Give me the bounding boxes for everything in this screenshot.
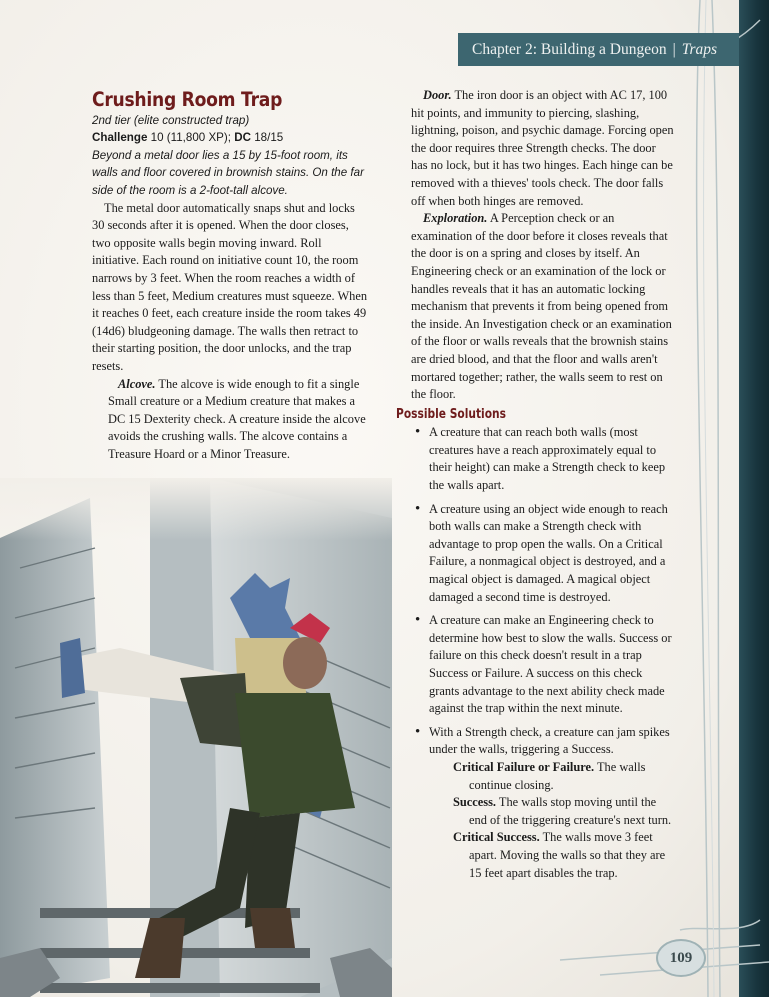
- solution-item: • A creature can make an Engineering check to determine how best to slow the walls. Success or failure on this check doesn't result in a trap Success or Failure. A success on this check grants advantage to the next ability check made against the trap within the next minute.: [411, 612, 675, 718]
- alcove-label: Alcove.: [118, 376, 156, 391]
- page-number-badge: [656, 939, 706, 977]
- outcome-critical-success: [429, 829, 675, 882]
- chapter-header-banner: [458, 33, 739, 66]
- outcome-text: The walls continue closing.: [469, 759, 646, 792]
- right-column: [396, 87, 675, 882]
- solution-item: • A creature that can reach both walls (most creatures have a reach approximately equal to their height) can make a Strength check to keep the walls apart.: [411, 424, 675, 494]
- crushing-room-illustration: [0, 478, 392, 997]
- trap-title: Crushing Room Trap: [92, 88, 283, 111]
- outcome-label: Critical Success.: [453, 830, 540, 845]
- door-paragraph: [411, 87, 675, 210]
- outcome-text: The walls stop moving until the end of the triggering creature's next turn.: [469, 795, 672, 827]
- chapter-title: Chapter 2: Building a Dungeon: [472, 41, 667, 58]
- outcome-text: The walls move 3 feet apart. Moving the walls so that they are 15 feet apart disables the trap.: [469, 830, 666, 880]
- solutions-heading: Possible Solutions: [396, 406, 506, 422]
- challenge-line: [92, 129, 370, 147]
- alcove-text: The alcove is wide enough to fit a single Small creature or a Medium creature that makes a DC 15 Dexterity check. A creature inside the alcove avoids the crushing walls. The alcove contains a Treasure Hoard or a Minor Treasure.: [108, 376, 366, 461]
- solutions-list: [411, 424, 675, 882]
- challenge-value: 10 (11,800 XP);: [150, 131, 231, 145]
- left-column: [92, 88, 370, 463]
- alcove-paragraph: [92, 376, 370, 464]
- dc-label: DC: [234, 131, 251, 145]
- page-number: 109: [669, 950, 693, 966]
- door-text: The iron door is an object with AC 17, 100 hit points, and immunity to piercing, slashing, lightning, poison, and psychic damage. Forcing open the door requires three Strength checks. The door has no lock, but it has two hinges. Each hinge can be removed with a thieves' tools check. The door falls off when both hinges are removed.: [411, 88, 674, 208]
- section-title: Traps: [681, 41, 718, 58]
- outcome-label: Success.: [453, 795, 497, 810]
- outcome-success: [429, 794, 675, 829]
- outcome-critical-failure: [429, 759, 675, 794]
- solution-item: [411, 724, 675, 882]
- page-edge-border: [739, 0, 769, 997]
- exploration-text: A Perception check or an examination of the door before it closes reveals that the door is on a spring and closes by itself. An Engineering check or an examination of the lock or handles reveals that it has an automatic locking mechanism that prevents it from being opened from the inside. An Investigation check or an examination of the floor or walls reveals that the brownish stains are dried blood, and that the floor and walls aren't mortared together; rather, the walls seem to rest on the floor.: [411, 211, 672, 402]
- outcome-label: Critical Failure or Failure.: [453, 759, 595, 774]
- solution-text: With a Strength check, a creature can jam spikes under the walls, triggering a Success.: [429, 724, 670, 757]
- exploration-label: Exploration.: [423, 211, 488, 226]
- door-label: Door.: [423, 88, 452, 102]
- challenge-label: Challenge: [92, 131, 148, 145]
- trap-tier: 2nd tier (elite constructed trap): [92, 113, 250, 127]
- trap-flavor-text: Beyond a metal door lies a 15 by 15-foot room, its walls and floor covered in brownish stains. On the far side of the room is a 2-foot-tall alcove.: [92, 148, 364, 197]
- dc-value: 18/15: [254, 131, 284, 145]
- header-separator: |: [672, 41, 676, 58]
- trap-body-text: The metal door automatically snaps shut and locks 30 seconds after it is opened. When the door closes, two opposite walls begin moving inward. Roll initiative. Each round on initiative count 10, the room narrows by 3 feet. When the room reaches a width of less than 5 feet, Medium creatures must squeeze. When it reaches 0 feet, each creature inside the room takes 49 (14d6) bludgeoning damage. The walls then retract to their starting position, the door unlocks, and the trap resets.: [92, 200, 368, 373]
- exploration-paragraph: [411, 210, 675, 404]
- solution-item: • A creature using an object wide enough to reach both walls can make a Strength check with advantage to prop open the walls. On a Critical Failure, a nonmagical object is destroyed, and a magical object is damaged. A magical object damaged a second time is destroyed.: [411, 501, 675, 607]
